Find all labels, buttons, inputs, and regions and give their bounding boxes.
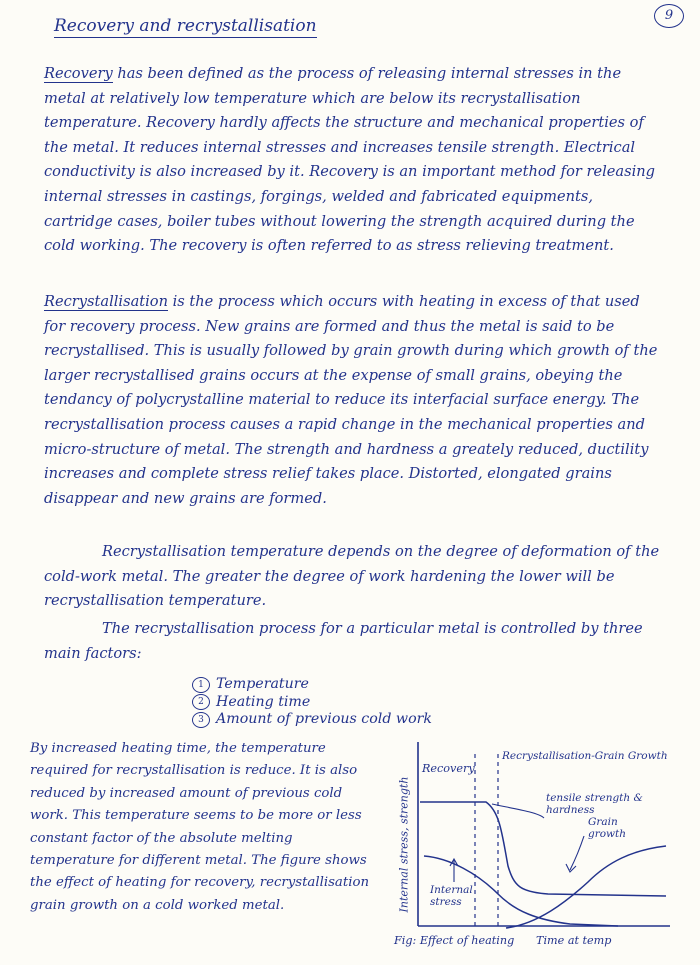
grain-growth-label: Grain growth (588, 816, 627, 840)
recovery-region-label: Recovery (422, 762, 475, 775)
temperature-paragraph: Recrystallisation temperature depends on the degree of deformation of the cold-work metal. The greater the degree of work hardening the lower will be recrystallisation temperature. (44, 543, 660, 610)
factor-number: 2 (192, 694, 210, 710)
x-axis-label: Time at temp (536, 934, 612, 947)
grain-arrow (570, 836, 584, 870)
page-title: Recovery and recrystallisation (54, 16, 317, 36)
internal-stress-label: Internal stress (430, 884, 473, 908)
grain-growth-curve (506, 846, 666, 928)
factor-item (192, 711, 432, 729)
factor-number: 3 (192, 712, 210, 728)
tensile-arrow (492, 804, 544, 818)
recovery-text: has been defined as the process of releasing internal stresses in the metal at relatively low temperature which are below its recrystallisation temperature. Recovery hardly affects the structure and mechanical properties of the metal. It reduces internal stresses and increases tensile strength. Electrical conductivity is also increased by it. Recovery is an important method for releasing internal stresses in castings, forgings, welded and fabricated equipments, cartridge cases, boiler tubes without lowering the strength acquired during the cold working. The recovery is often referred to as stress relieving treatment. (44, 65, 655, 255)
heating-effect-figure (388, 734, 678, 952)
recrystallisation-region-label: Recrystallisation-Grain Growth (502, 750, 668, 762)
recrystallisation-paragraph (44, 290, 664, 511)
factor-item (192, 676, 432, 694)
recrystallisation-text: is the process which occurs with heating in excess of that used for recovery process. New grains are formed and thus the metal is said to be recrystallised. This is usually followed by grain growth during which growth of the larger recrystallised grains occurs at the expense of small grains, obeying the tendancy of polycrystalline material to reduce its interfacial surface energy. The recrystallisation process causes a rapid change in the mechanical properties and micro-structure of metal. The strength and hardness a greately reduced, ductility increases and complete stress relief takes place. Distorted, elongated grains disappear and new grains are formed. (44, 293, 658, 507)
recovery-term: Recovery (44, 65, 113, 82)
factor-label: Amount of previous cold work (216, 711, 432, 728)
heating-paragraph: By increased heating time, the temperature required for recrystallisation is reduce. It is also reduced by increased amount of previous cold work. This temperature seems to be more or less constant factor of the absolute melting temperature for different metal. The figure shows the effect of heating for recovery, recrystallisation grain growth on a cold worked metal. (30, 741, 370, 913)
figure-caption: Fig: Effect of heating (394, 934, 515, 947)
factor-label: Heating time (216, 693, 311, 710)
factors-intro: The recrystallisation process for a particular metal is controlled by three main factors: (44, 620, 643, 662)
factor-label: Temperature (216, 676, 309, 692)
page-number: 9 (654, 4, 684, 28)
factor-item (192, 694, 432, 712)
recovery-paragraph (44, 62, 664, 259)
recrystallisation-term: Recrystallisation (44, 293, 168, 310)
factor-number: 1 (192, 677, 210, 693)
y-axis-label: Internal stress, strength (397, 776, 411, 913)
factors-list (192, 676, 432, 729)
tensile-strength-label: tensile strength & hardness (546, 792, 643, 816)
